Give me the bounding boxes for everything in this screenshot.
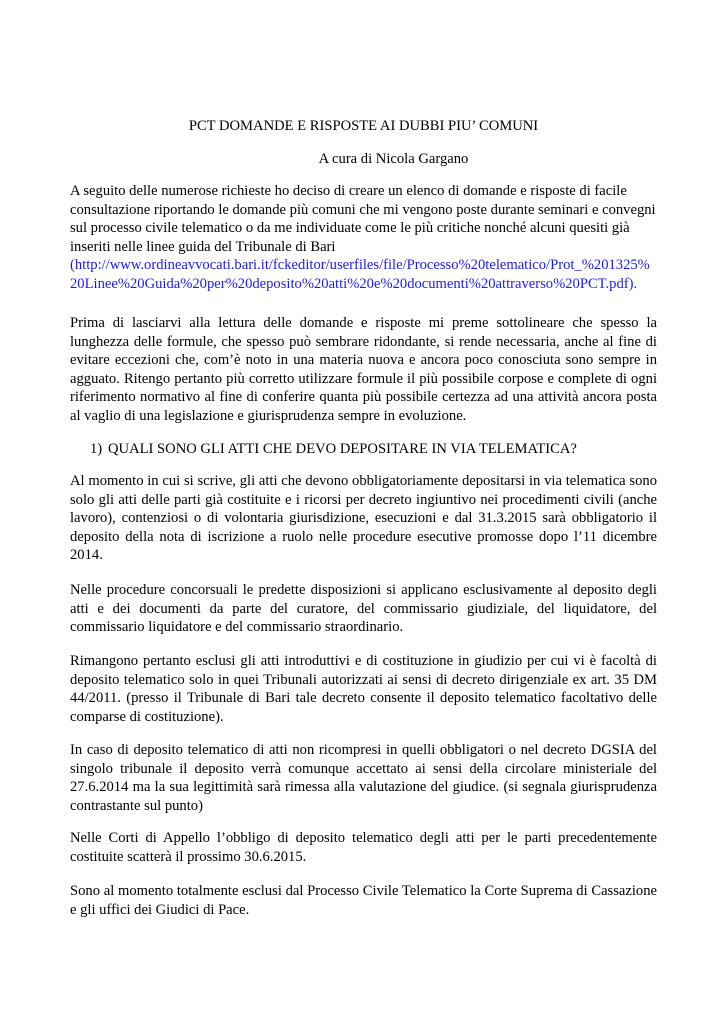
author-line: A cura di Nicola Gargano (318, 151, 469, 167)
link-close-paren: ). (628, 275, 638, 292)
answer-paragraph-3: Rimangono pertanto esclusi gli atti introduttivi e di costituzione in giudizio per cui vi è facoltà di deposito telematico solo in quei Tribunali autorizzati ai sensi di decreto dirigenziale ex art. 35 DM 44/2011. (presso il Tribunale di Bari tale decreto consente il deposito telematico facoltativo delle comparse di costituzione). (70, 653, 657, 725)
answer-paragraph-5: Nelle Corti di Appello l’obbligo di deposito telematico degli atti per le parti precedentemente costituite scatterà il prossimo 30.6.2015. (70, 830, 657, 865)
answer-paragraph-6: Sono al momento totalmente esclusi dal Processo Civile Telematico la Corte Suprema di Cassazione e gli uffici dei Giudici di Pace. (70, 883, 657, 918)
question-text: QUALI SONO GLI ATTI CHE DEVO DEPOSITARE IN VIA TELEMATICA? (108, 441, 577, 457)
guidelines-link[interactable]: http://www.ordineavvocati.bari.it/fckeditor/userfiles/file/Processo%20telematico/Prot_%201325%20Linee%20Guida%20per%20deposito%20atti%20e%20documenti%20attraverso%20PCT.pdf (70, 257, 650, 292)
answer-paragraph-1: Al momento in cui si scrive, gli atti che devono obbligatoriamente depositarsi in via telematica sono solo gli atti delle parti già costituite e i ricorsi per decreto ingiuntivo nei procedimenti civili (anche lavoro), contenziosi o di volontaria giurisdizione, esecuzioni e dal 31.3.2015 sarà obbligatorio il deposito della nota di iscrizione a ruolo nelle procedure esecutive promosse dopo l’11 dicembre 2014. (70, 473, 657, 563)
intro-text: A seguito delle numerose richieste ho deciso di creare un elenco di domande e risposte di facile consultazione riportando le domande più comuni che mi vengono poste durante seminari e convegni sul processo civile telematico o da me individuate come le più critiche nonché alcuni quesiti già inseriti nelle linee guida del Tribunale di Bari (70, 183, 656, 255)
question-number: 1) (90, 441, 103, 457)
warning-paragraph: Prima di lasciarvi alla lettura delle domande e risposte mi preme sottolineare che spesso la lunghezza delle formule, che spesso può sembrare ridondante, si rende necessaria, anche al fine di evitare eccezioni che, com’è noto in una materia nuova e ancora poco conosciuta sono sempre in agguato. Ritengo pertanto più corretto utilizzare formule il più possibile corpose e complete di ogni riferimento normativo al fine di conferire quanta più possibile certezza ad una attività ancora posta al vaglio di una legislazione e giurisprudenza sempre in evoluzione. (70, 315, 657, 424)
intro-paragraph (70, 182, 657, 293)
document-title: PCT DOMANDE E RISPOSTE AI DUBBI PIU’ COMUNI (188, 118, 539, 134)
answer-paragraph-2: Nelle procedure concorsuali le predette disposizioni si applicano esclusivamente al deposito degli atti e dei documenti da parte del curatore, del commissario giudiziale, del liquidatore, del commissario liquidatore e del commissario straordinario. (70, 582, 657, 635)
link-open-paren: ( (70, 257, 75, 273)
question-heading (70, 440, 657, 459)
answer-paragraph-4: In caso di deposito telematico di atti non ricompresi in quelli obbligatori o nel decreto DGSIA del singolo tribunale il deposito verrà comunque accettato ai sensi della circolare ministeriale del 27.6.2014 ma la sua legittimità sarà rimessa alla valutazione del giudice. (si segnala giurisprudenza contrastante sul punto) (70, 742, 657, 814)
